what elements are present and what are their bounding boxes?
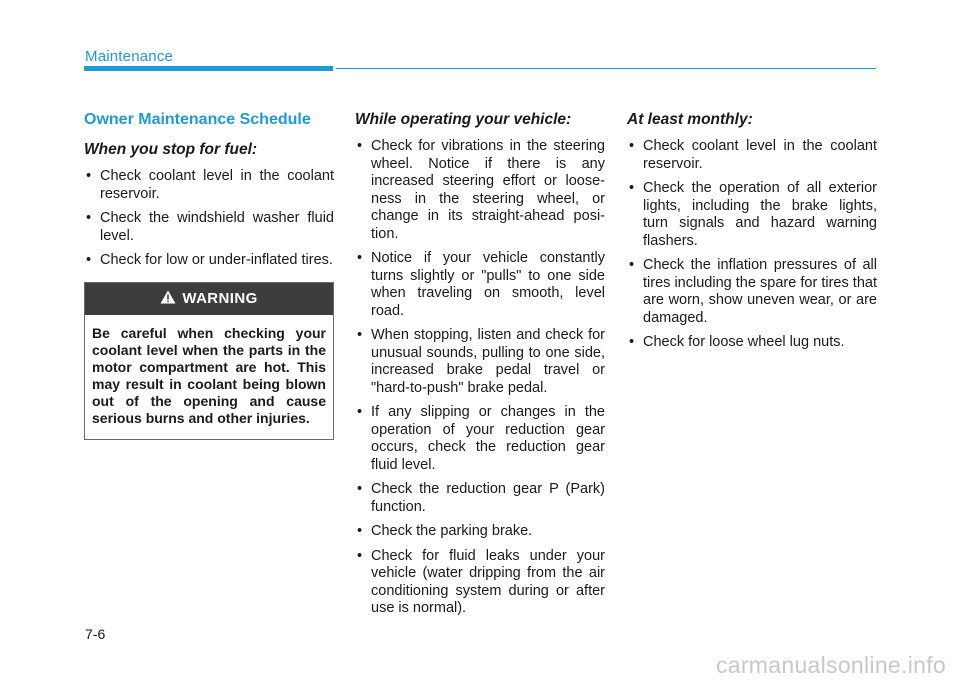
list-item: • Check the reduction gear P (Park) function. (357, 481, 605, 515)
warning-header (85, 283, 333, 315)
fuel-stop-list (84, 168, 334, 270)
column-while-operating (355, 110, 605, 625)
list-item: • If any slipping or changes in the operation of your reduction gear occurs, check the reduction gear fluid level. (357, 404, 605, 473)
list-item: • Check for fluid leaks under your vehicle (water dripping from the air conditioning system during or after use is normal). (357, 547, 605, 616)
monthly-heading: At least monthly: (627, 111, 753, 128)
warning-label: WARNING (182, 290, 258, 307)
list-item: • Check for low or under-inflated tires. (86, 252, 333, 268)
watermark: carmanualsonline.info (715, 652, 946, 678)
header-rule-thin (336, 68, 876, 69)
column-monthly (627, 110, 877, 359)
warning-text: Be careful when checking your coolant level when the parts in the motor compartment are hot. This may result in coolant being blown out of the opening and cause serious burns and other injuries. (92, 324, 326, 426)
column-fuel-stop (84, 110, 334, 440)
list-item: • When stopping, listen and check for unusual sounds, pulling to one side, increased brake pedal travel or "hard-to-push" brake pedal. (357, 327, 605, 396)
list-item: • Check the operation of all exterior lights, including the brake lights, turn signals and hazard warning flashers. (629, 180, 877, 249)
list-item: • Check for vibrations in the steering wheel. Notice if there is any increased steering effort or loose-ness in the steering wheel, or change in its straight-ahead posi-tion. (357, 138, 605, 242)
schedule-title: Owner Maintenance Schedule (84, 111, 311, 128)
warning-box (84, 282, 334, 440)
while-operating-list (355, 138, 605, 618)
list-item: • Notice if your vehicle constantly turns slightly or "pulls" to one side when traveling on smooth, level road. (357, 250, 605, 319)
while-operating-heading: While operating your vehicle: (355, 111, 572, 128)
list-item: • Check the windshield washer fluid level. (86, 210, 334, 244)
list-item: • Check the parking brake. (357, 523, 533, 539)
section-label: Maintenance (85, 48, 174, 65)
list-item: • Check the inflation pressures of all tires including the spare for tires that are worn, show uneven wear, or are damaged. (629, 257, 877, 326)
list-item: • Check coolant level in the coolant reservoir. (86, 168, 334, 202)
list-item: • Check coolant level in the coolant reservoir. (629, 138, 877, 172)
warning-triangle-icon (160, 290, 176, 308)
list-item: • Check for loose wheel lug nuts. (629, 334, 845, 350)
header-rule-thick (84, 66, 333, 71)
page-number: 7-6 (85, 626, 106, 642)
monthly-list (627, 138, 877, 352)
fuel-stop-heading: When you stop for fuel: (84, 141, 258, 158)
